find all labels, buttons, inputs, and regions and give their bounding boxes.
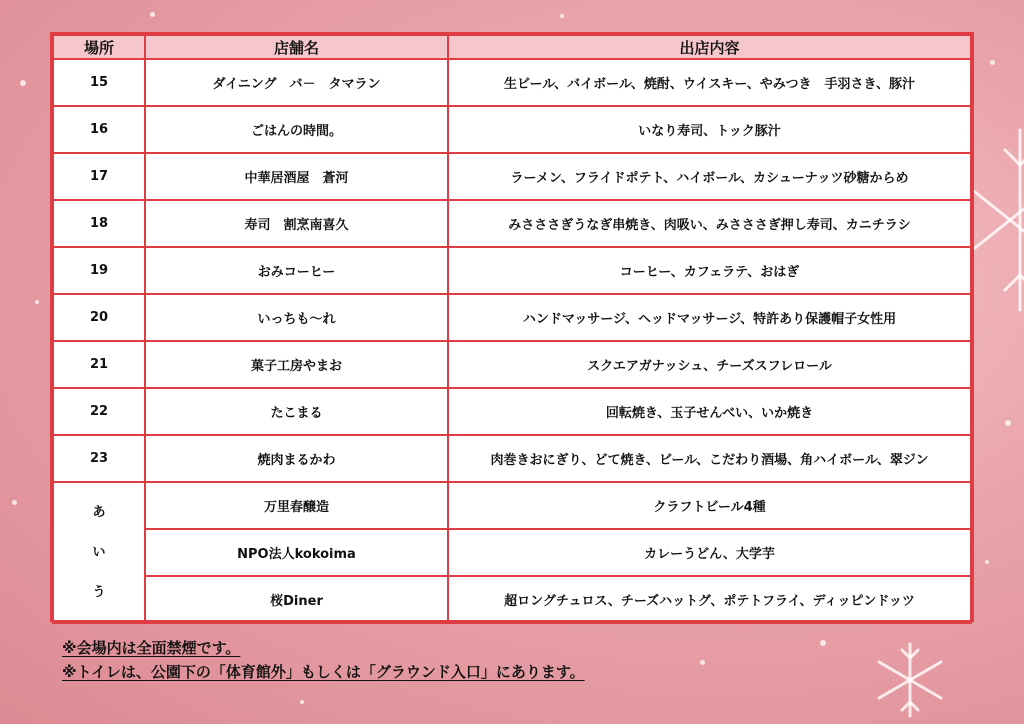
table-row: [53, 576, 971, 623]
shop-cell: NPO法人kokoima: [145, 529, 448, 576]
place-cell: 23: [53, 435, 145, 482]
shop-cell: 寿司 割烹南喜久: [145, 200, 448, 247]
header-content: 出店内容: [448, 35, 971, 59]
place-cell: 17: [53, 153, 145, 200]
place-cell: 15: [53, 59, 145, 106]
content-cell: カレーうどん、大学芋: [448, 529, 971, 576]
shop-cell: おみコーヒー: [145, 247, 448, 294]
vendor-table-card: [50, 32, 974, 622]
shop-cell: 焼肉まるかわ: [145, 435, 448, 482]
content-cell: 超ロングチュロス、チーズハットグ、ポテトフライ、ディッピンドッツ: [448, 576, 971, 623]
table-row: [53, 294, 971, 341]
content-cell: ハンドマッサージ、ヘッドマッサージ、特許あり保護帽子女性用: [448, 294, 971, 341]
content-cell: みさささぎうなぎ串焼き、肉吸い、みさささぎ押し寿司、カニチラシ: [448, 200, 971, 247]
place-cell: 20: [53, 294, 145, 341]
place-cell: 16: [53, 106, 145, 153]
place-cell: 21: [53, 341, 145, 388]
note-toilet: ※トイレは、公園下の「体育館外」もしくは「グラウンド入口」にあります。: [62, 663, 585, 681]
content-cell: 回転焼き、玉子せんべい、いか焼き: [448, 388, 971, 435]
place-group-line: い: [92, 544, 106, 560]
content-cell: スクエアガナッシュ、チーズスフレロール: [448, 341, 971, 388]
place-cell: 22: [53, 388, 145, 435]
table-row: [53, 435, 971, 482]
content-cell: ラーメン、フライドポテト、ハイボール、カシューナッツ砂糖からめ: [448, 153, 971, 200]
notes: [62, 636, 585, 684]
table-row: [53, 59, 971, 106]
note-smoking: ※会場内は全面禁煙です。: [62, 639, 241, 657]
place-cell: 19: [53, 247, 145, 294]
place-cell-group: [53, 482, 145, 623]
table-row: [53, 388, 971, 435]
shop-cell: いっちも～れ: [145, 294, 448, 341]
shop-cell: ごはんの時間。: [145, 106, 448, 153]
table-row: [53, 200, 971, 247]
place-cell: 18: [53, 200, 145, 247]
table-row: [53, 529, 971, 576]
shop-cell: 中華居酒屋 蒼河: [145, 153, 448, 200]
header-place: 場所: [53, 35, 145, 59]
table-row: [53, 247, 971, 294]
place-group-line: あ: [92, 504, 106, 520]
shop-cell: 桜Diner: [145, 576, 448, 623]
table-row: [53, 341, 971, 388]
shop-cell: ダイニング バ－ タマラン: [145, 59, 448, 106]
content-cell: 肉巻きおにぎり、どて焼き、ビール、こだわり酒場、角ハイボール、翠ジン: [448, 435, 971, 482]
content-cell: クラフトビール4種: [448, 482, 971, 529]
content-cell: コーヒー、カフェラテ、おはぎ: [448, 247, 971, 294]
vendor-table: [52, 34, 972, 624]
shop-cell: 菓子工房やまお: [145, 341, 448, 388]
shop-cell: 万里春醸造: [145, 482, 448, 529]
table-row: [53, 153, 971, 200]
content-cell: いなり寿司、トック豚汁: [448, 106, 971, 153]
header-shop: 店舗名: [145, 35, 448, 59]
table-row: [53, 482, 971, 529]
table-row: [53, 106, 971, 153]
content-cell: 生ビール、バイボール、焼酎、ウイスキー、やみつき 手羽さき、豚汁: [448, 59, 971, 106]
place-group-line: う: [92, 584, 106, 600]
shop-cell: たこまる: [145, 388, 448, 435]
snowflake-icon: [870, 640, 950, 720]
table-header-row: [53, 35, 971, 59]
